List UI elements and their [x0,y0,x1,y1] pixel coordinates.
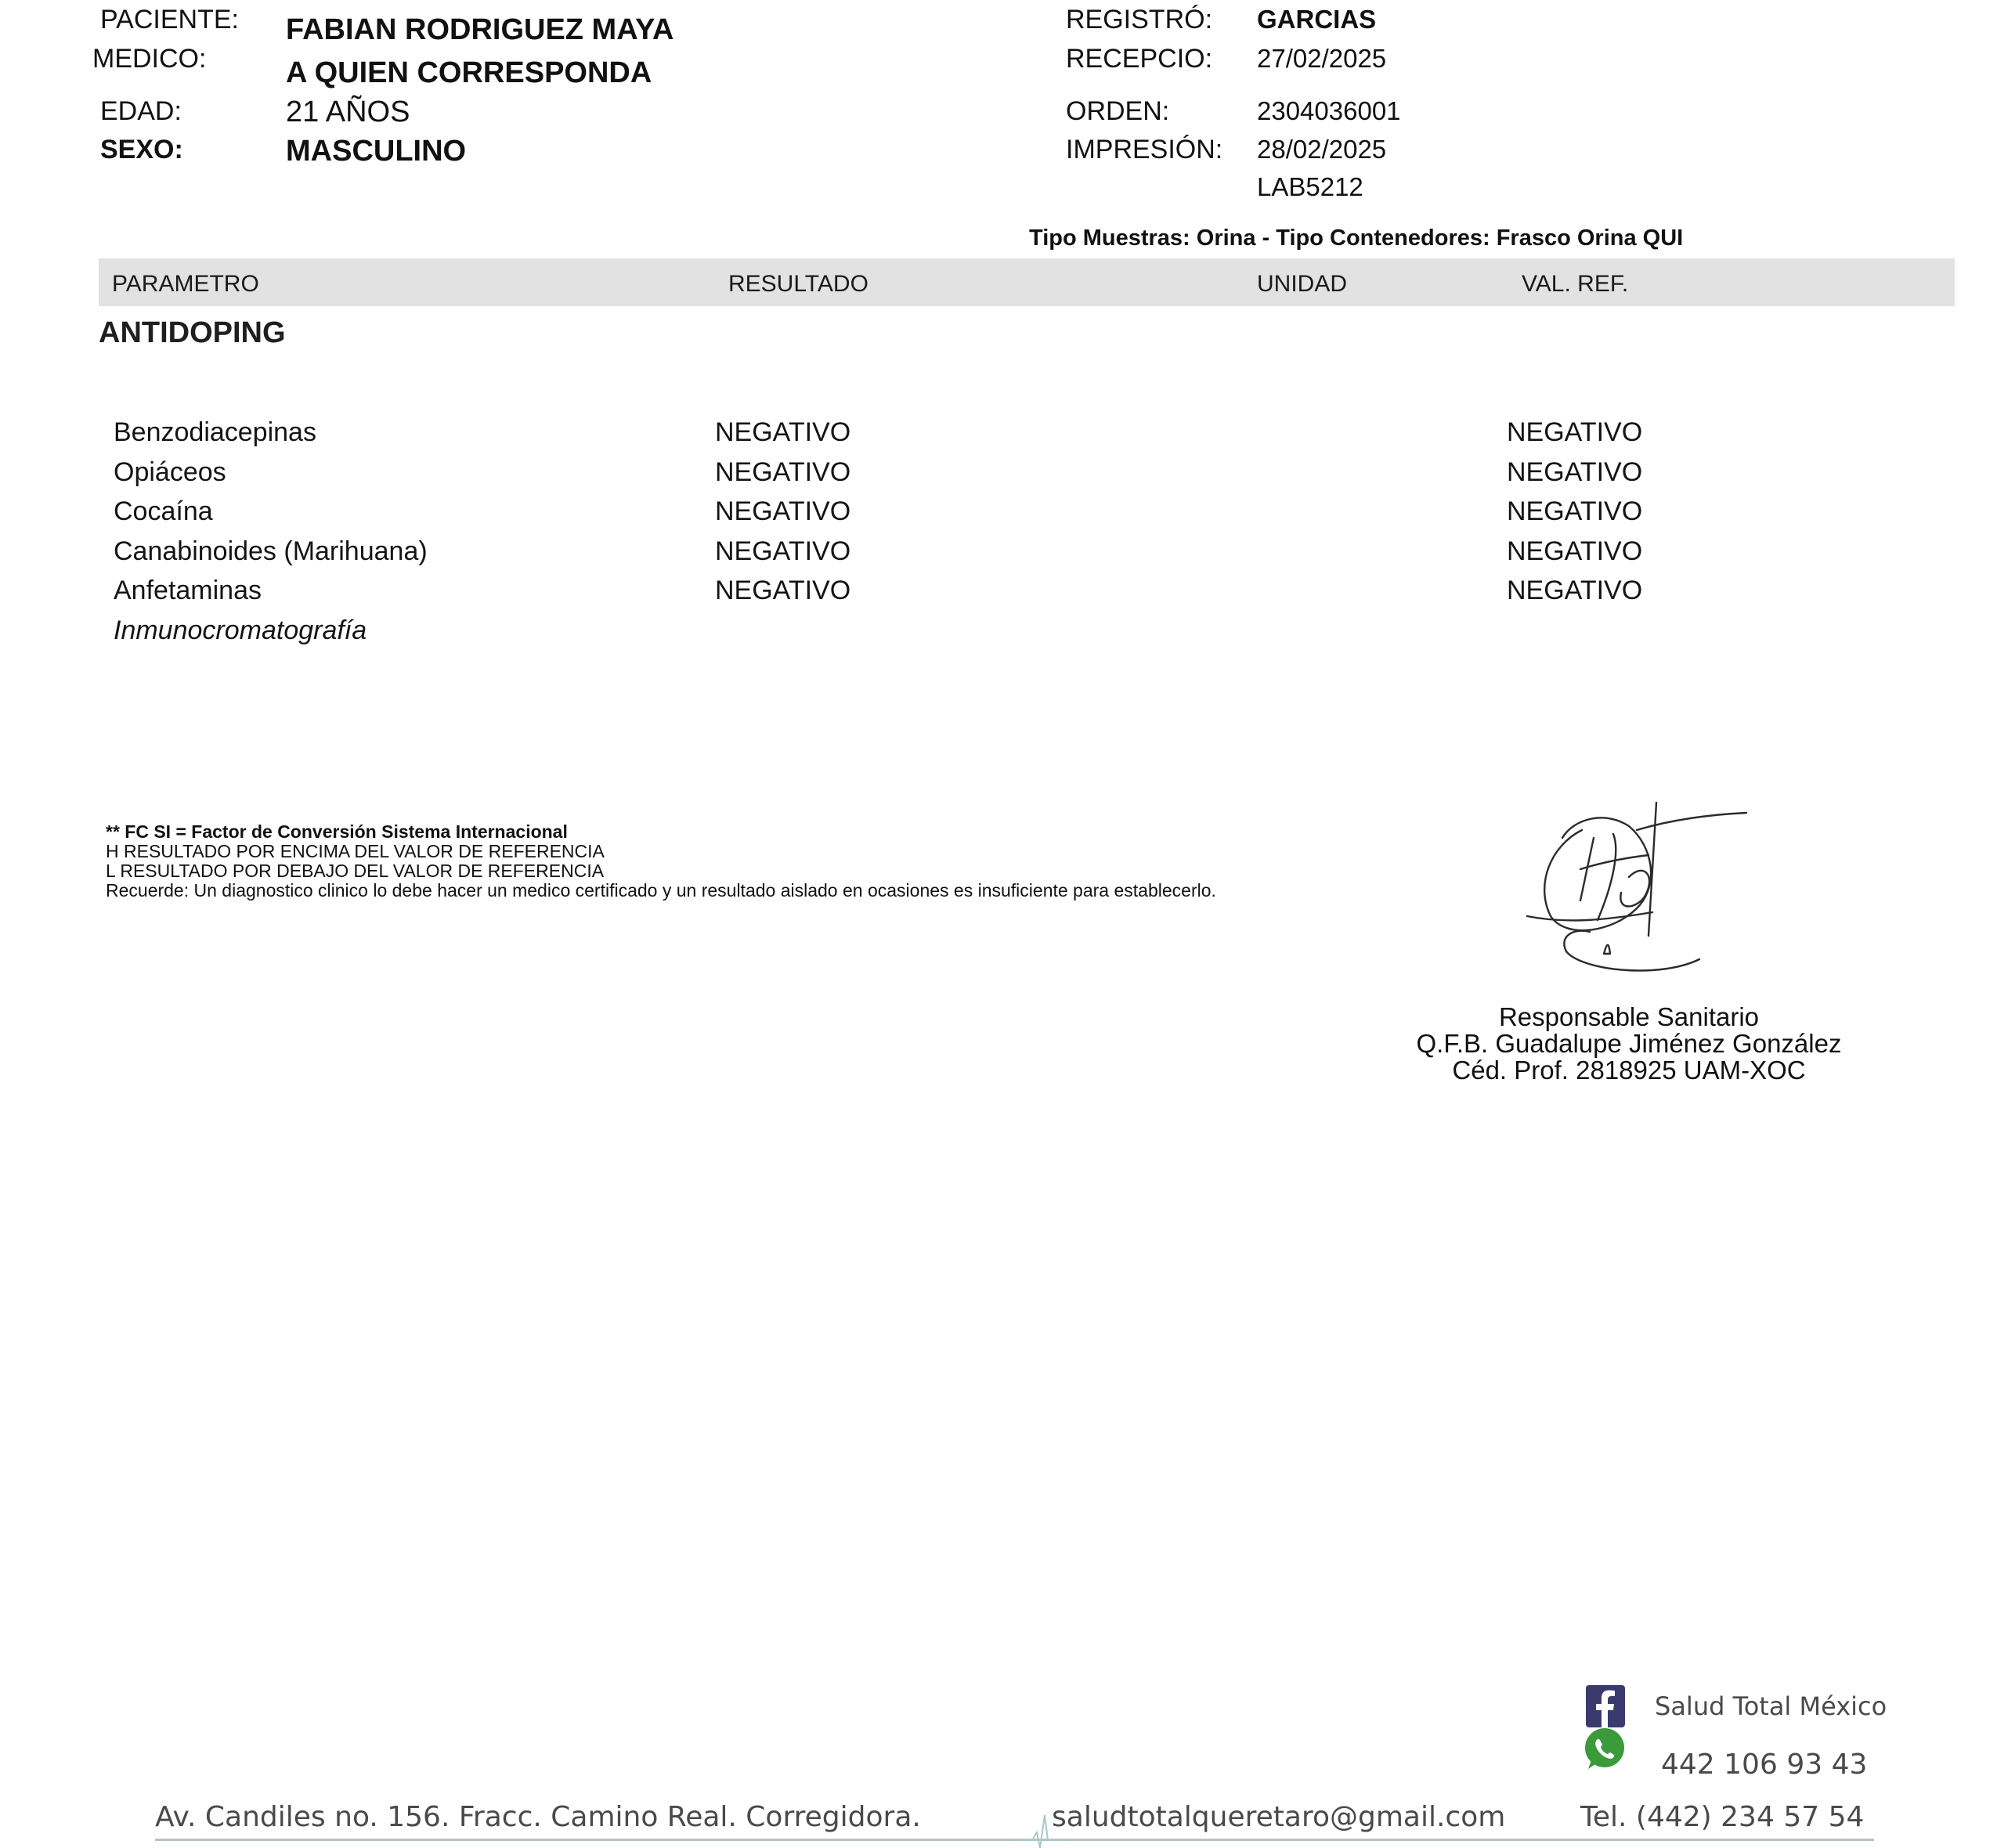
note-disclaimer: Recuerde: Un diagnostico clinico lo debe hacer un medico certificado y un resultado aislado en ocasiones es insuficiente para establecerlo. [106,880,1216,901]
row-parameter: Opiáceos [114,457,226,487]
column-header-result: RESULTADO [728,271,868,297]
facebook-page-name: Salud Total México [1655,1691,1887,1721]
row-reference: NEGATIVO [1507,417,1643,447]
column-header-unit: UNIDAD [1257,271,1348,297]
patient-value: FABIAN RODRIGUEZ MAYA [286,13,674,46]
row-parameter: Benzodiacepinas [114,417,316,447]
print-value: 28/02/2025 [1257,135,1387,164]
age-label: EDAD: [100,96,182,126]
doctor-label: MEDICO: [92,44,207,74]
note-conversion-factor: ** FC SI = Factor de Conversión Sistema Internacional [106,821,568,842]
age-value: 21 AÑOS [286,96,410,128]
row-result: NEGATIVO [715,536,851,566]
patient-label: PACIENTE: [100,5,239,34]
row-reference: NEGATIVO [1507,496,1643,526]
note-low: L RESULTADO POR DEBAJO DEL VALOR DE REFERENCIA [106,861,605,881]
reception-value: 27/02/2025 [1257,44,1387,73]
row-parameter: Canabinoides (Marihuana) [114,536,428,566]
footer-rule [155,1839,1874,1841]
row-result: NEGATIVO [715,417,851,447]
column-header-reference: VAL. REF. [1522,271,1629,297]
row-result: NEGATIVO [715,457,851,487]
signature-name: Q.F.B. Guadalupe Jiménez González [1416,1029,1842,1058]
sex-label: SEXO: [100,135,183,164]
whatsapp-number: 442 106 93 43 [1661,1749,1868,1781]
signature-image [1519,783,1778,987]
registered-label: REGISTRÓ: [1066,5,1213,34]
row-reference: NEGATIVO [1507,576,1643,605]
registered-value: GARCIAS [1257,5,1377,34]
lab-code: LAB5212 [1257,172,1363,201]
signature-license: Céd. Prof. 2818925 UAM-XOC [1452,1056,1806,1085]
sex-value: MASCULINO [286,135,467,168]
method-note: Inmunocromatografía [114,615,367,645]
row-parameter: Anfetaminas [114,576,262,605]
row-result: NEGATIVO [715,496,851,526]
footer-address: Av. Candiles no. 156. Fracc. Camino Real. Corregidora. [155,1801,921,1833]
order-label: ORDEN: [1066,96,1170,126]
row-reference: NEGATIVO [1507,536,1643,566]
column-header-parameter: PARAMETRO [112,271,259,297]
order-value: 2304036001 [1257,96,1401,125]
row-result: NEGATIVO [715,576,851,605]
section-title: ANTIDOPING [99,316,286,349]
doctor-value: A QUIEN CORRESPONDA [286,56,652,89]
sample-info: Tipo Muestras: Orina - Tipo Contenedores: Frasco Orina QUI [1029,226,1684,251]
row-parameter: Cocaína [114,496,213,526]
table-header [99,258,1955,306]
facebook-icon [1586,1685,1625,1727]
note-high: H RESULTADO POR ENCIMA DEL VALOR DE REFERENCIA [106,841,605,861]
whatsapp-icon [1582,1727,1627,1772]
signature-title: Responsable Sanitario [1498,1002,1760,1031]
print-label: IMPRESIÓN: [1066,135,1223,164]
reception-label: RECEPCIO: [1066,44,1213,74]
signature-block [1410,1004,1848,1084]
footer-pulse-line [1018,1809,1065,1848]
footer-email: saludtotalqueretaro@gmail.com [1052,1801,1506,1833]
notes-block [106,822,1216,901]
row-reference: NEGATIVO [1507,457,1643,487]
footer-phone: Tel. (442) 234 57 54 [1580,1801,1865,1833]
